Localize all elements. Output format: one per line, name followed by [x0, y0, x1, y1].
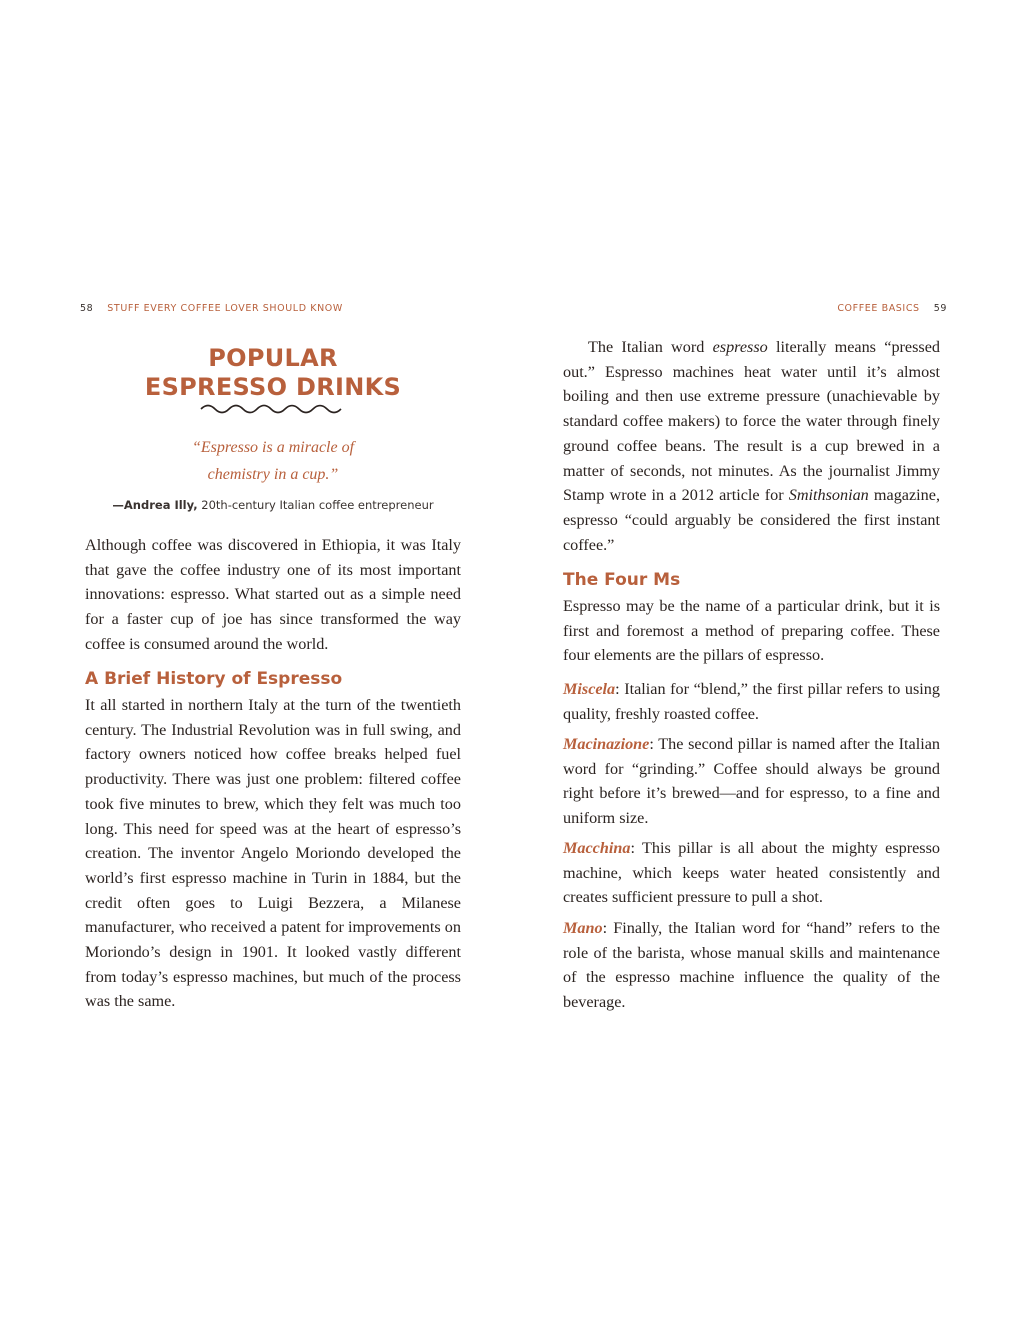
quote-attribution [85, 498, 461, 512]
history-section [85, 693, 461, 1014]
right-running-title: COFFEE BASICS [837, 303, 920, 314]
pillar-paragraph [563, 677, 940, 726]
pillar-term: Macinazione [563, 735, 650, 753]
espresso-definition-section [563, 335, 940, 557]
right-page-number: 59 [933, 303, 947, 314]
left-running-title: STUFF EVERY COFFEE LOVER SHOULD KNOW [107, 303, 343, 314]
history-heading: A Brief History of Espresso [85, 669, 343, 689]
quote-line-2: chemistry in a cup.” [207, 466, 339, 483]
title-line-1: POPULAR [208, 344, 338, 372]
intro-paragraph: Although coffee was discovered in Ethiopia, it was Italy that gave the coffee industry one of its most important innovations: espresso. What started out as a simple need for a faster cup of joe has since transformed the way coffee is consumed around the world. [85, 536, 461, 653]
decorative-squiggle [199, 402, 345, 416]
para-text: literally means “pressed out.” Espresso machines heat water until it’s almost boiling and then use extreme pressure (unachievable by standard coffee makers) to force the water through finely ground coffee beans. The result is a cup brewed in a matter of seconds, not minutes. As the journalist Jimmy Stamp wrote in a 2012 article for [563, 338, 940, 505]
right-running-head [837, 303, 947, 314]
pillar-term: Mano [563, 919, 603, 937]
pillar-macchina [563, 836, 940, 910]
pillar-text: : Italian for “blend,” the first pillar refers to using quality, freshly roasted coffee. [563, 680, 940, 723]
pillar-paragraph [563, 732, 940, 831]
history-paragraph: It all started in northern Italy at the turn of the twentieth century. The Industrial Revolution was in full swing, and factory owners noticed how coffee breaks helped fuel productivity. There was just one problem: filtered coffee took five minutes to brew, which they felt was much too long. This need for speed was at the heart of espresso’s creation. The inventor Angelo Moriondo developed the world’s first espresso machine in Turin in 1884, but the credit often goes to Luigi Bezzera, a Milanese manufacturer, who received a patent for improvements on Moriondo’s design in 1901. It looked vastly different from today’s espresso machines, but much of the process was the same. [85, 696, 461, 1011]
attribution-name: —Andrea Illy, [112, 498, 198, 512]
espresso-definition-paragraph [563, 335, 940, 557]
pillar-miscela [563, 677, 940, 726]
four-ms-heading: The Four Ms [563, 570, 681, 590]
pillar-text: : The second pillar is named after the Italian word for “grinding.” Coffee should always be ground right before it’s brewed—and for espresso, to a fine and uniform size. [563, 735, 940, 828]
quote-line-1: “Espresso is a miracle of [191, 439, 355, 456]
para-text: magazine, espresso “could arguably be considered the first instant coffee.” [563, 486, 940, 554]
pillar-text: : This pillar is all about the mighty espresso machine, which keeps water heated consistently and creates sufficient pressure to pull a shot. [563, 839, 940, 907]
italic-term-espresso: espresso [712, 338, 768, 356]
para-text: The Italian word [588, 338, 713, 356]
left-running-head [80, 303, 343, 314]
pillar-paragraph [563, 836, 940, 910]
pillar-paragraph [563, 916, 940, 1015]
intro-section [85, 533, 461, 657]
pillar-term: Miscela [563, 680, 616, 698]
left-page-number: 58 [80, 303, 94, 314]
page-title [85, 344, 461, 402]
pillar-mano [563, 916, 940, 1015]
pillar-text: : Finally, the Italian word for “hand” refers to the role of the barista, whose manual skills and maintenance of the espresso machine influence the quality of the beverage. [563, 919, 940, 1012]
pillar-macinazione [563, 732, 940, 831]
pillar-term: Macchina [563, 839, 631, 857]
title-line-2: ESPRESSO DRINKS [144, 373, 402, 401]
italic-smithsonian: Smithsonian [788, 486, 869, 505]
four-ms-intro-paragraph: Espresso may be the name of a particular drink, but it is first and foremost a method of preparing coffee. These four elements are the pillars of espresso. [563, 597, 940, 665]
attribution-description: 20th-century Italian coffee entrepreneur [197, 498, 434, 512]
epigraph-quote [85, 434, 461, 488]
four-ms-intro-section [563, 594, 940, 668]
